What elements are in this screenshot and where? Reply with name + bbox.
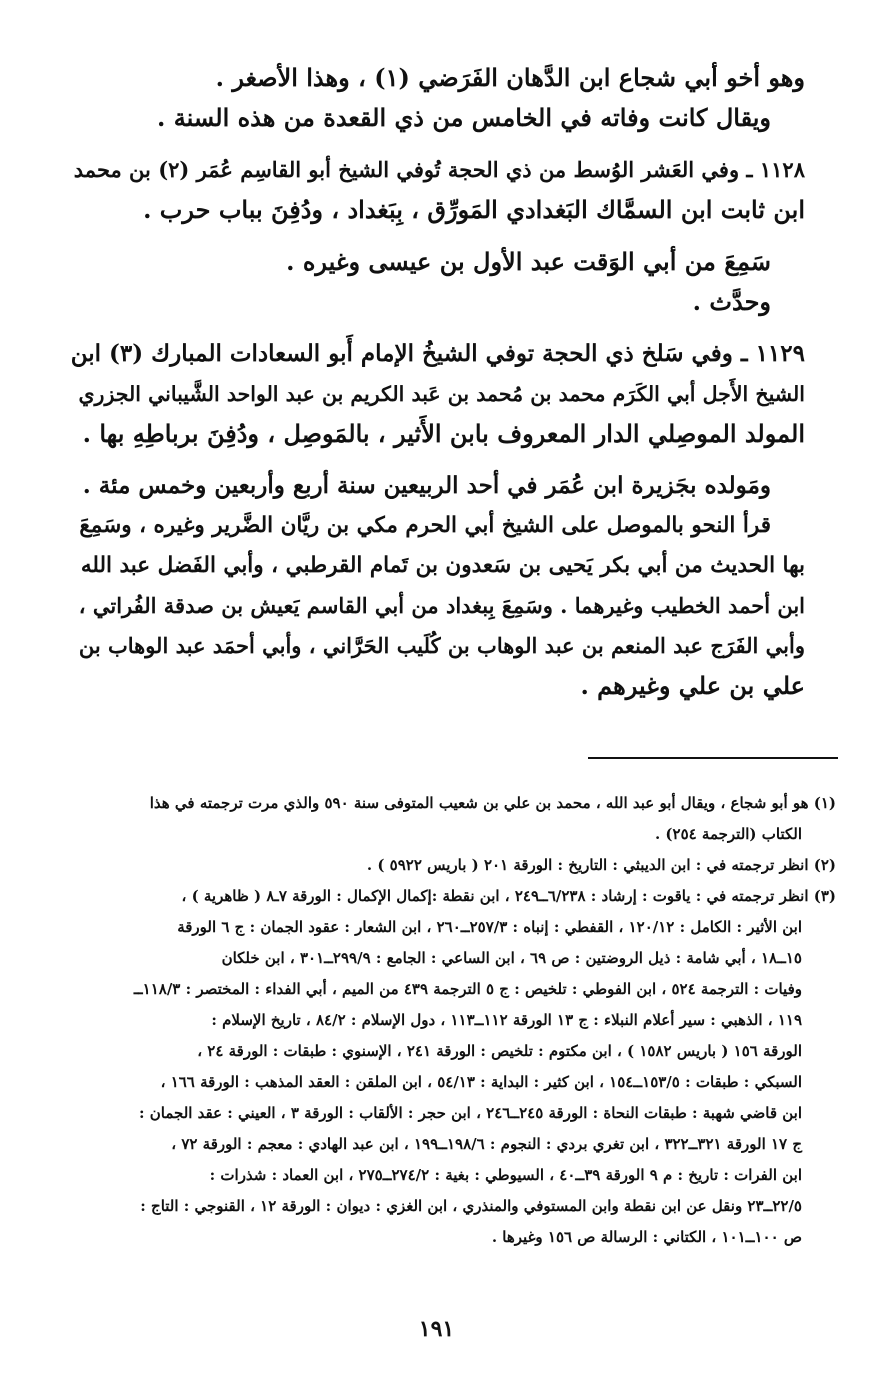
footnote-line: السبكي : طبقات : ١٥٣/٥ــ١٥٤ ، ابن كثير : البداية : ٥٤/١٣ ، ابن الملقن : العقد المذهب : الورقة ١٦٦ ، [160, 1073, 802, 1091]
text-line: بها الحديث من أبي بكر يَحيى بن سَعدون بن تَمام القرطبي ، وأبي الفَضل عبد الله [80, 553, 805, 578]
footnotes [70, 788, 836, 1253]
text-line: المولد الموصِلي الدار المعروف بابن الأَثير ، بالمَوصِل ، ودُفِنَ برباطِهِ بها . [82, 419, 805, 448]
footnote-line: ابن الفرات : تاريخ : م ٩ الورقة ٣٩ــ٤٠ ، السيوطي : بغية : ٢٧٤/٢ــ٢٧٥ ، ابن العماد : شذرات : [209, 1166, 802, 1184]
entry-1129-heading: ١١٢٩ ـ وفي سَلخ ذي الحجة توفي الشيخُ الإمام أَبو السعادات المبارك (٣) ابن [70, 340, 805, 367]
text-line: ومَولده بجَزيرة ابن عُمَر في أحد الربيعين سنة أربع وأربعين وخمس مئة . [82, 472, 771, 499]
page-number: ١٩١ [418, 1316, 455, 1342]
footnote-line: ١١٩ ، الذهبي : سير أعلام النبلاء : ج ١٣ الورقة ١١٢ــ١١٣ ، دول الإسلام : ٨٤/٢ ، تاريخ الإسلام : [211, 1011, 802, 1029]
text-line: سَمِعَ من أبي الوَقت عبد الأول بن عيسى وغيره . [286, 247, 771, 276]
footnote-line: الكتاب (الترجمة ٢٥٤) . [654, 825, 802, 843]
text-line: وحدَّث . [692, 287, 771, 316]
footnote-line: وفيات : الترجمة ٥٢٤ ، ابن الفوطي : تلخيص : ج ٥ الترجمة ٤٣٩ من الميم ، أبي الفداء : المختصر : ١١٨/٣ــ [133, 980, 802, 998]
footnote-line: ابن قاضي شهبة : طبقات النحاة : الورقة ٢٤٥ــ٢٤٦ ، ابن حجر : الألقاب : الورقة ٣ ، العيني : عقد الجمان : [139, 1104, 802, 1122]
text-line: وأبي الفَرَج عبد المنعم بن عبد الوهاب بن كُلَيب الحَرَّاني ، وأبي أحمَد عبد الوهاب بن [78, 633, 805, 658]
text-line: ابن ثابت ابن السمَّاك البَغدادي المَورِّق ، بِبَغداد ، ودُفِنَ بباب حرب . [143, 195, 805, 224]
footnote-2: (٢) انظر ترجمته في : ابن الديبثي : التاريخ : الورقة ٢٠١ ( باريس ٥٩٢٢ ) . [366, 856, 836, 874]
footnote-1: (١) هو أبو شجاع ، ويقال أبو عبد الله ، محمد بن علي بن شعيب المتوفى سنة ٥٩٠ والذي مرت ترجمته في هذا [149, 794, 836, 812]
footnote-line: الورقة ١٥٦ ( باريس ١٥٨٢ ) ، ابن مكتوم : تلخيص : الورقة ٢٤١ ، الإسنوي : طبقات : الورقة ٢٤ ، [197, 1042, 802, 1060]
main-text [70, 58, 805, 706]
footnote-line: ج ١٧ الورقة ٣٢١ــ٣٢٢ ، ابن تغري بردي : النجوم : ١٩٨/٦ــ١٩٩ ، ابن عبد الهادي : معجم : الورقة ٧٢ ، [171, 1135, 802, 1153]
text-line: علي بن علي وغيرهم . [580, 671, 805, 700]
text-line: وهو أخو أبي شجاع ابن الدَّهان الفَرَضي (١) ، وهذا الأصغر . [215, 63, 805, 92]
footnote-line: ابن الأثير : الكامل : ١٢٠/١٢ ، القفطي : إنباه : ٢٥٧/٣ــ٢٦٠ ، ابن الشعار : عقود الجمان : ج ٦ الورقة [177, 918, 802, 936]
footnote-line: ١٥ــ١٨ ، أبي شامة : ذيل الروضتين : ص ٦٩ ، ابن الساعي : الجامع : ٢٩٩/٩ــ٣٠١ ، ابن خلكان [221, 949, 802, 967]
footnote-line: ص ١٠٠ــ١٠١ ، الكتاني : الرسالة ص ١٥٦ وغيرها . [491, 1228, 802, 1246]
text-line: الشيخ الأَجل أبي الكَرَم محمد بن مُحمد بن عَبد الكريم بن عبد الواحد الشَّيباني الجزري [78, 382, 805, 406]
footnote-separator [588, 757, 838, 759]
text-line: ابن أحمد الخطيب وغيرهما . وسَمِعَ بِبغداد من أبي القاسم يَعيش بن صدقة الفُراتي ، [78, 593, 805, 618]
footnote-3: (٣) انظر ترجمته في : ياقوت : إرشاد : ٦/٢٣٨ــ٢٤٩ ، ابن نقطة :إكمال الإكمال : الورقة ٧ـ٨ ( ظاهرية ) ، [181, 887, 836, 905]
text-line: ويقال كانت وفاته في الخامس من ذي القعدة من هذه السنة . [157, 103, 771, 132]
text-line: قرأ النحو بالموصل على الشيخ أبي الحرم مكي بن ريَّان الضَّرير وغيره ، وسَمِعَ [79, 513, 771, 538]
entry-1128-heading: ١١٢٨ ـ وفي العَشر الوُسط من ذي الحجة تُوفي الشيخ أبو القاسِم عُمَر (٢) بن محمد [73, 157, 805, 182]
footnote-line: ٢٢/٥ــ٢٣ ونقل عن ابن نقطة وابن المستوفي والمنذري ، ابن الغزي : ديوان : الورقة ١٢ ، القنوجي : التاج : [140, 1197, 802, 1215]
